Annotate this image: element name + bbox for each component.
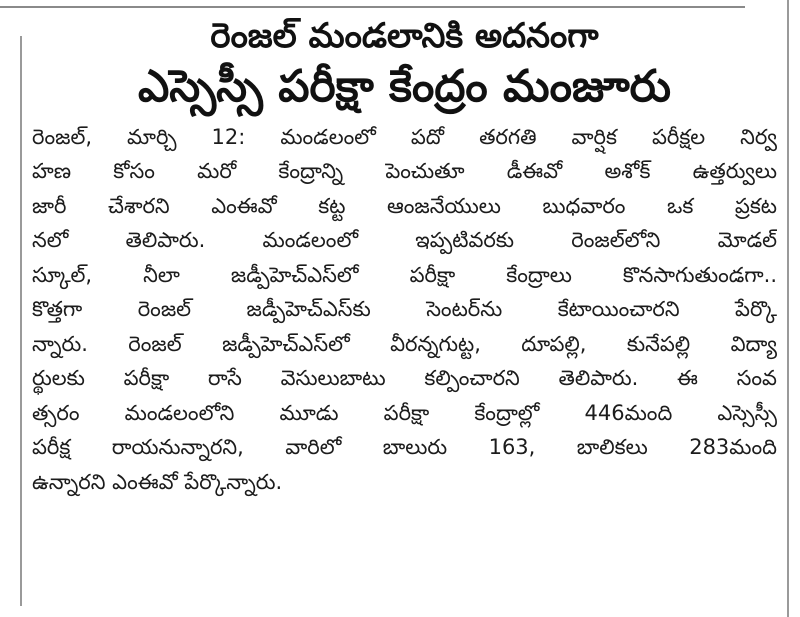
body-line-last: ఉన్నారని ఎంఈవో పేర్కొన్నారు.: [32, 469, 283, 494]
body-line: పరీక్ష రాయనున్నారని, వారిలో బాలురు 163, బాలికలు 283మంది: [32, 435, 777, 460]
body-line: కొత్తగా రెంజల్ జడ్పీహెచ్ఎస్‌కు సెంటర్‌ను కేటాయించారని పేర్కొ: [32, 297, 777, 322]
body-line: త్సరం మండలంలోని మూడు పరీక్షా కేంద్రాల్లో 446మంది ఎస్సెస్సీ: [32, 400, 777, 425]
body-line: జారీ చేశారని ఎంఈవో కట్ట ఆంజనేయులు బుధవారం ఒక ప్రకట: [32, 193, 777, 218]
right-column-rule: [787, 0, 789, 617]
headline-line-1: రెంజల్ మండలానికి అదనంగా: [210, 16, 599, 56]
body-line: నలో తెలిపారు. మండలంలో ఇప్పటివరకు రెంజల్‌లోని మోడల్: [32, 228, 777, 253]
body-line: హణ కోసం మరో కేంద్రాన్ని పెంచుతూ డీఈవో అశోక్ ఉత్తర్వులు: [32, 159, 777, 184]
headline-line-2: ఎస్సెస్సీ పరీక్షా కేంద్రం మంజూరు: [137, 60, 672, 112]
article-body: [32, 120, 777, 500]
news-article: [32, 16, 777, 499]
body-line: స్కూల్, నీలా జడ్పీహెచ్ఎస్‌లో పరీక్షా కేంద్రాలు కొనసాగుతుండగా..: [32, 262, 777, 287]
body-line: ర్థులకు పరీక్షా రాసే వెసులుబాటు కల్పించారని తెలిపారు. ఈ సంవ: [32, 366, 777, 391]
left-column-rule: [20, 36, 22, 606]
top-divider-line: [0, 6, 745, 8]
body-line: న్నారు. రెంజల్ జడ్పీహెచ్ఎస్‌లో వీరన్నగుట్ట, దూపల్లి, కునేపల్లి విద్యా: [32, 331, 777, 356]
body-line: రెంజల్, మార్చి 12: మండలంలో పదో తరగతి వార్షిక పరీక్షల నిర్వ: [32, 124, 777, 149]
